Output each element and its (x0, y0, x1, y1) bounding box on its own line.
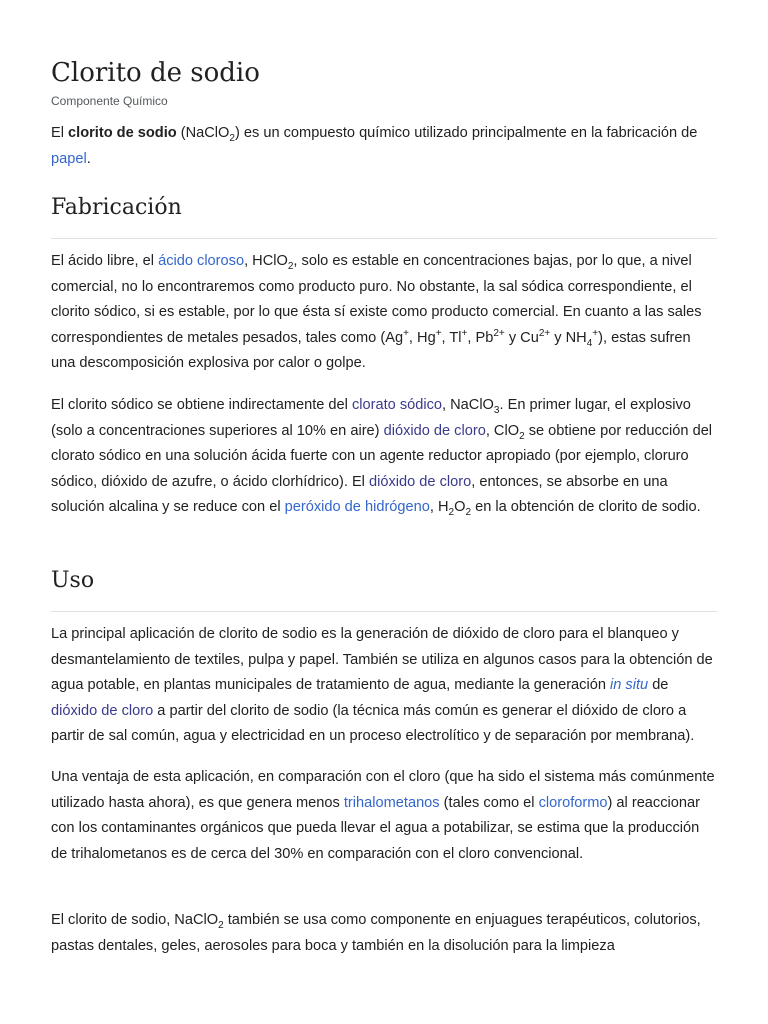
bold-term: clorito de sodio (68, 125, 177, 141)
text: , Hg (408, 329, 436, 346)
text: , HClO (244, 253, 288, 269)
text: , solo es estable en concentraciones bajas, por lo que, a nivel comercial, no lo encontraremos como producto puro. No obstante, la sal sódica correspondiente, el clorito sódico, si es estable, por lo que ésta sí existe como producto comercial. En cuanto a las sales correspondientes de metales pesados, tales como (Ag (51, 253, 702, 346)
text: , entonces, se absorbe en una solución alcalina y se reduce con el (51, 473, 668, 515)
text: Una ventaja de esta aplicación, en comparación con el cloro (que ha sido el sistema más comúnmente utilizado hasta ahora), es que genera menos (51, 769, 715, 811)
text: (NaClO (176, 125, 230, 141)
uso-paragraph-1 (51, 622, 717, 750)
link-acido-cloroso[interactable]: ácido cloroso (158, 253, 245, 269)
text: , Tl (441, 329, 462, 346)
section-divider (51, 238, 717, 239)
subscript: 4 (586, 337, 593, 349)
superscript: + (461, 327, 468, 339)
link-cloroformo[interactable]: cloroformo (538, 794, 608, 811)
text: , ClO (485, 422, 520, 439)
text: El clorito de sodio, NaClO (51, 912, 219, 928)
link-dioxido-de-cloro[interactable]: dióxido de cloro (383, 422, 486, 439)
superscript: + (403, 327, 409, 339)
subscript: 2 (229, 132, 235, 144)
text: también se usa como componente en enjuagues terapéuticos, colutorios, pastas dentales, geles, aerosoles para boca y también en la disolución para la limpieza (51, 912, 701, 954)
text: a partir del clorito de sodio (la técnica más común es generar el dióxido de cloro a partir de sal común, agua y electricidad en un proceso electrolítico y de separación por membrana). (51, 702, 695, 744)
superscript: + (435, 327, 442, 339)
fabricacion-paragraph-1 (51, 249, 717, 377)
text: , NaClO (442, 397, 494, 413)
section-divider (51, 611, 717, 612)
text: La principal aplicación de clorito de sodio es la generación de dióxido de cloro para el blanqueo y desmantelamiento de textiles, pulpa y papel. También se utiliza en algunos casos para la obtención de agua potable, en plantas municipales de tratamiento de agua, mediante la generación (51, 626, 713, 693)
link-peroxido-de-hidrogeno[interactable]: peróxido de hidrógeno (284, 499, 430, 515)
text: El (51, 125, 69, 141)
link-dioxido-de-cloro[interactable]: dióxido de cloro (368, 473, 472, 490)
uso-paragraph-3 (51, 908, 717, 959)
subscript: 2 (519, 430, 525, 442)
subscript: 2 (218, 919, 224, 931)
intro-paragraph (51, 121, 717, 172)
text: ), estas sufren una descomposición explosiva por calor o golpe. (51, 329, 691, 371)
text: de (648, 677, 669, 693)
text: El ácido libre, el (51, 253, 159, 269)
page-subtitle: Componente Químico (51, 94, 168, 108)
superscript: + (592, 327, 599, 339)
superscript: 2+ (493, 327, 505, 339)
text: y Cu (504, 329, 539, 346)
text: ) es un compuesto químico utilizado principalmente en la fabricación de (234, 125, 698, 141)
text: se obtiene por reducción del clorato sódico en una solución ácida fuerte con un agente reductor apropiado (por ejemplo, cloruro sódico, dióxido de azufre, o ácido clorhídrico). El (51, 422, 713, 490)
superscript: 2+ (538, 327, 551, 339)
text: O (454, 499, 466, 515)
subscript: 2 (465, 506, 472, 518)
link-trihalometanos[interactable]: trihalometanos (343, 794, 440, 811)
subscript: 3 (493, 404, 500, 416)
text: y NH (550, 329, 587, 346)
link-dioxido-de-cloro[interactable]: dióxido de cloro (51, 702, 154, 719)
page-title: Clorito de sodio (51, 58, 260, 88)
text: en la obtención de clorito de sodio. (471, 499, 701, 515)
text: , H (429, 499, 449, 515)
link-in-situ[interactable]: in situ (610, 677, 649, 693)
subscript: 2 (287, 260, 294, 272)
section-heading-fabricacion: Fabricación (51, 195, 182, 220)
text: , Pb (467, 329, 494, 346)
text: . (86, 150, 91, 167)
link-clorato-sodico[interactable]: clorato sódico (351, 397, 443, 413)
subscript: 2 (448, 506, 455, 518)
section-heading-uso: Uso (51, 568, 95, 593)
fabricacion-paragraph-2 (51, 393, 717, 521)
text: El clorito sódico se obtiene indirectamente del (51, 397, 352, 413)
text: . En primer lugar, el explosivo (solo a concentraciones superiores al 10% en aire) (51, 397, 691, 439)
text: (tales como el (439, 794, 539, 811)
link-papel[interactable]: papel (51, 150, 87, 167)
text: ) al reaccionar con los contaminantes orgánicos que pueda llevar el agua a potabilizar, se estima que la producción de trihalometanos es de cerca del 30% en comparación con el cloro convencional. (51, 794, 700, 862)
uso-paragraph-2 (51, 765, 717, 867)
